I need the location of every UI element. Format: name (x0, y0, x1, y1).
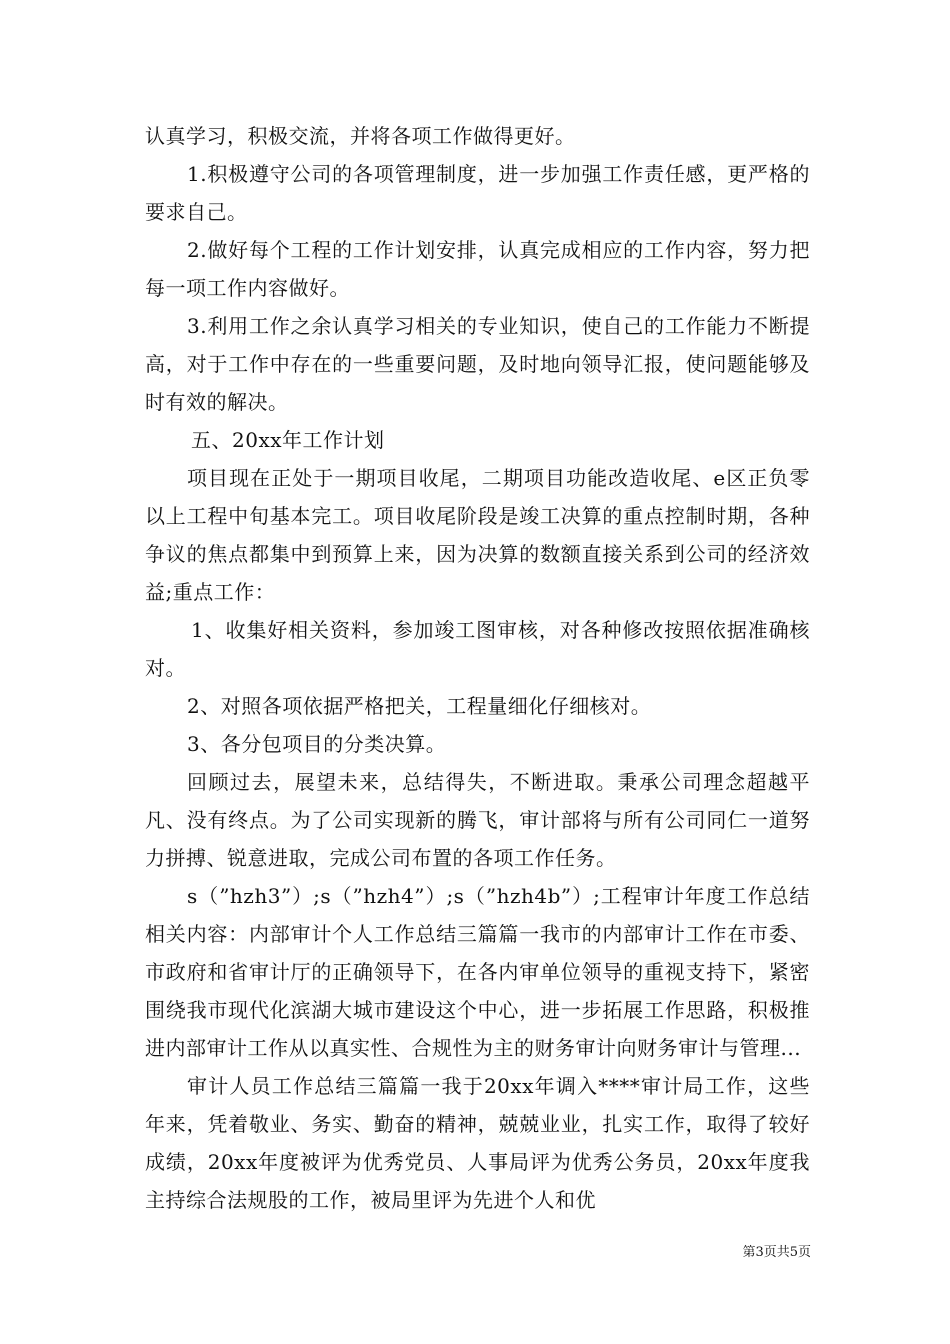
document-body (145, 117, 810, 1219)
page-number: 第3页共5页 (742, 1245, 811, 1260)
paragraph-item-3: 3.利用工作之余认真学习相关的专业知识，使自己的工作能力不断提高，对于工作中存在的一些重要问题，及时地向领导汇报，使问题能够及时有效的解决。 (145, 314, 810, 414)
paragraph-auditor-summary: 审计人员工作总结三篇篇一我于20xx年调入****审计局工作，这些年来，凭着敬业、务实、勤奋的精神，兢兢业业，扎实工作，取得了较好成绩，20xx年度被评为优秀党员、人事局评为优秀公务员，20xx年度我主持综合法规股的工作，被局里评为先进个人和优 (145, 1074, 810, 1212)
paragraph-task-2: 2、对照各项依据严格把关，工程量细化仔细核对。 (187, 694, 652, 718)
paragraph-task-3: 3、各分包项目的分类决算。 (187, 732, 447, 756)
paragraph-conclusion: 回顾过去，展望未来，总结得失，不断进取。秉承公司理念超越平凡、没有终点。为了公司实现新的腾飞，审计部将与所有公司同仁一道努力拼搏、锐意进取，完成公司布置的各项工作任务。 (145, 770, 810, 870)
paragraph-project-status: 项目现在正处于一期项目收尾，二期项目功能改造收尾、e区正负零以上工程中旬基本完工。项目收尾阶段是竣工决算的重点控制时期，各种争议的焦点都集中到预算上来，因为决算的数额直接关系到公司的经济效益;重点工作： (145, 466, 810, 604)
section-heading: 五、20xx年工作计划 (191, 428, 385, 452)
paragraph-item-2: 2.做好每个工程的工作计划安排，认真完成相应的工作内容，努力把每一项工作内容做好。 (145, 238, 810, 300)
paragraph-related-content: s（”hzh3”）;s（”hzh4”）;s（”hzh4b”）;工程审计年度工作总结相关内容：内部审计个人工作总结三篇篇一我市的内部审计工作在市委、市政府和省审计厅的正确领导下，在各内审单位领导的重视支持下，紧密围绕我市现代化滨湖大城市建设这个中心，进一步拓展工作思路，积极推进内部审计工作从以真实性、合规性为主的财务审计向财务审计与管理... (145, 884, 810, 1060)
paragraph-task-1: 1、收集好相关资料，参加竣工图审核，对各种修改按照依据准确核对。 (145, 618, 810, 680)
paragraph-continuation: 认真学习，积极交流，并将各项工作做得更好。 (145, 124, 576, 148)
paragraph-item-1: 1.积极遵守公司的各项管理制度，进一步加强工作责任感，更严格的要求自己。 (145, 162, 810, 224)
